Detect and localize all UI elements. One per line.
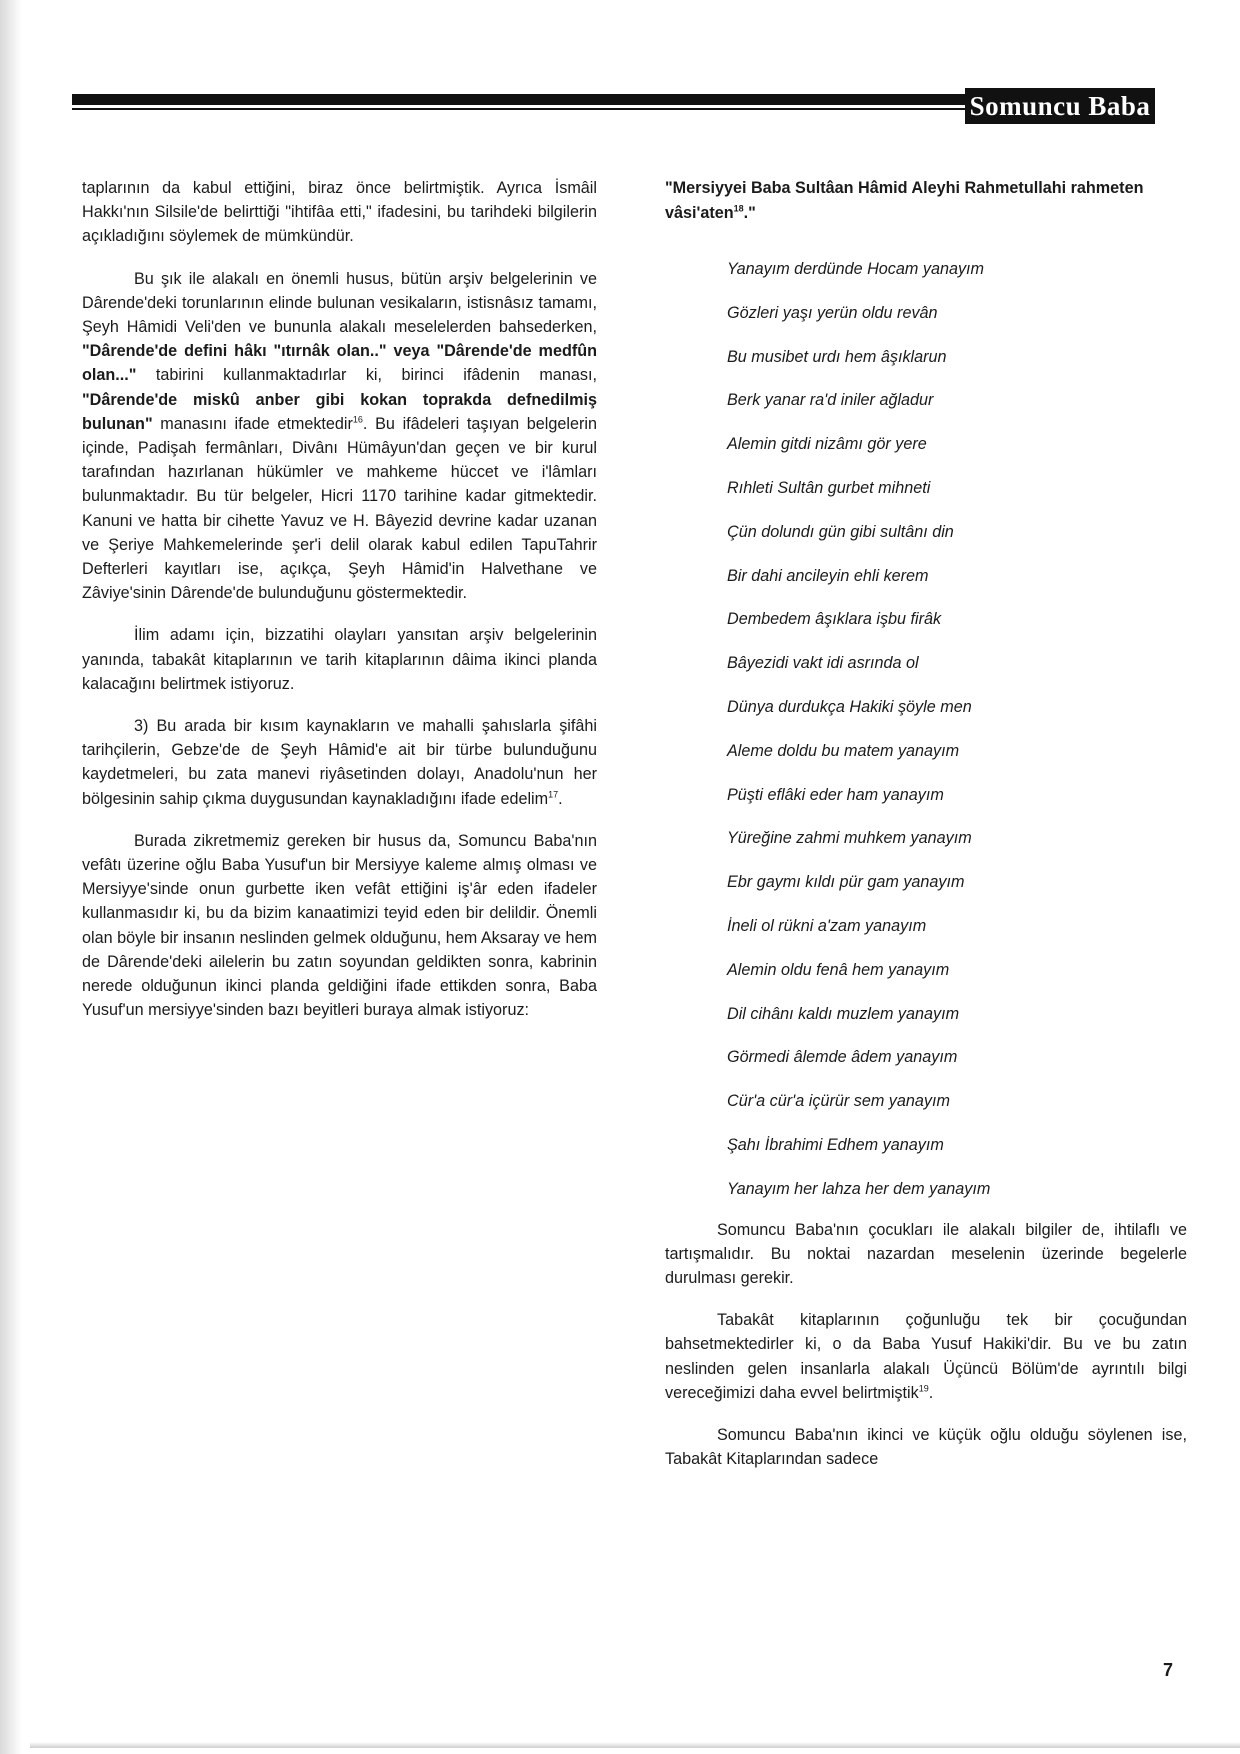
- left-paragraph-5: Burada zikretmemiz gereken bir husus da, Somuncu Baba'nın vefâtı üzerine oğlu Baba Yusuf'un bir Mersiyye kaleme almış olması ve Mersiyye'sinde onun gurbette iken vefât ettiğini iş'âr eden ifadeler kullanmasıdır ki, bu da bizim kanaatimizi teyid eden bir delildir. Önemli olan böyle bir insanın neslinden gelmek olduğunu, hem Aksaray ve hem de Dârende'deki ailelerin bu zatın soyundan geldikten sonra, kabrinin nerede olduğunun ikinci planda geldiğini ifade ettikden sonra, Baba Yusuf'un mersiyye'sinden bazı beyitleri buraya almak istiyoruz:: [82, 831, 597, 1020]
- verse-line: Yüreğine zahmi muhkem yanayım: [727, 829, 972, 848]
- bottom-edge-shadow: [30, 1742, 1240, 1748]
- left-paragraph-4: 3) Bu arada bir kısım kaynakların ve mahalli şahıslarla şifâhi tarihçilerin, Gebze'de de Şeyh Hâmid'e ait bir türbe bulunduğunu kaydetmeleri, bu zata manevi riyâsetinden dolayı, Anadolu'nun her bölgesinin sahip çıkma duygusundan kaynakladığını ifade edelim$^{17}$.: [82, 717, 597, 808]
- verse-line: Aleme doldu bu matem yanayım: [727, 741, 960, 760]
- verse-line: Görmedi âlemde âdem yanayım: [727, 1048, 958, 1067]
- header-rule: [72, 94, 967, 105]
- verse-line: Dünya durdukça Hakiki şöyle men: [727, 697, 972, 716]
- running-header-badge: Somuncu Baba: [965, 88, 1155, 124]
- elegy-title: "Mersiyyei Baba Sultâan Hâmid Aleyhi Rahmetullahi rahmeten vâsi'aten$^{18}$.": [665, 179, 1144, 222]
- verse-line: Yanayım derdünde Hocam yanayım: [727, 260, 985, 278]
- verse-line: Bu musibet urdı hem âşıklarun: [727, 347, 947, 366]
- left-column: [82, 176, 597, 1041]
- verse-line: Dembedem âşıklara işbu firâk: [727, 610, 942, 629]
- verse-line: Berk yanar ra'd iniler ağladur: [727, 391, 934, 410]
- page-left-edge-shadow: [0, 0, 22, 1754]
- bold-quote: "Dârende'de defini hâkı "ıtırnâk olan.." veya "Dârende'de medfûn olan...": [82, 342, 597, 385]
- elegy-verses: [727, 248, 1187, 1212]
- verse-line: Şahı İbrahimi Edhem yanayım: [727, 1135, 944, 1154]
- page-number: 7: [1163, 1660, 1174, 1680]
- footnote-marker: 16: [352, 414, 363, 425]
- left-paragraph-2: Bu şık ile alakalı en önemli husus, bütün arşiv belgelerinin ve Dârende'deki torunlarının elinde bulunan vesikaların, istisnâsız tamamı, Şeyh Hâmidi Veli'den ve bununla alakalı meselelerden bahsederken, "Dârende'de defini hâkı "ıtırnâk olan.." veya "Dârende'de medfûn olan..." tabirini kullanmaktadırlar ki, birinci ifâdenin manası, "Dârende'de miskû anber gibi kokan toprakda defnedilmiş bulunan" manasını ifade etmektedir$^{16}$. Bu ifâdeleri taşıyan belgelerin içinde, Padişah fermânları, Divânı Hümâyun'dan geçen ve bir kurul tarafından hazırlanan hükümler ve mahkeme hüccet ve i'lâmları bulunmaktadır. Bu tür belgeler, Hicri 1170 tarihine kadar gitmektedir. Kanuni ve hatta bir cihette Yavuz ve H. Bâyezid devrine kadar uzanan ve Şeriye Mahkemelerinde şer'i delil olarak kabul edilen TapuTahrir Defterleri kayıtları ise, açıkça, Şeyh Hâmid'in Halvethane ve Zâviye'sinin Dârende'de bulunduğunu göstermektedir.: [82, 269, 597, 603]
- right-column: [665, 176, 1187, 1489]
- footnote-marker: 19: [918, 1383, 929, 1394]
- verse-line: Ebr gaymı kıldı pür gam yanayım: [727, 873, 965, 892]
- verse-line: Alemin oldu fenâ hem yanayım: [727, 960, 950, 979]
- bold-quote: "Dârende'de miskû anber gibi kokan toprakda defnedilmiş bulunan": [82, 390, 597, 433]
- right-paragraph-1: Somuncu Baba'nın çocukları ile alakalı bilgiler de, ihtilaflı ve tartışmalıdır. Bu noktai nazardan meselenin üzerinde begelerle durulması gerekir.: [665, 1220, 1187, 1287]
- verse-line: Gözleri yaşı yerün oldu revân: [727, 303, 938, 322]
- right-paragraph-2: Tabakât kitaplarının çoğunluğu tek bir çocuğundan bahsetmektedirler ki, o da Baba Yusuf Hakiki'dir. Bu ve bu zatın neslinden gelen insanlarla alakalı Üçüncü Bölüm'de ayrıntılı bilgi vereceğimizi daha evvel belirtmiştik$^{19}$.: [665, 1311, 1187, 1402]
- verse-line: Yanayım her lahza her dem yanayım: [727, 1179, 991, 1198]
- header-rule-thin: [72, 108, 967, 110]
- verse-line: Cür'a cür'a içürür sem yanayım: [727, 1092, 950, 1111]
- verse-line: Dil cihânı kaldı muzlem yanayım: [727, 1004, 960, 1023]
- right-paragraph-3: Somuncu Baba'nın ikinci ve küçük oğlu olduğu söylenen ise, Tabakât Kitaplarından sadece: [665, 1425, 1187, 1469]
- left-paragraph-1: taplarının da kabul ettiğini, biraz önce belirtmiştik. Ayrıca İsmâil Hakkı'nın Silsile'de belirttiği "ihtifâa etti," ifadesini, bu tarihdeki bilgilerin açıkladığını söylemek de mümkündür.: [82, 179, 597, 246]
- left-paragraph-3: İlim adamı için, bizzatihi olayları yansıtan arşiv belgelerinin yanında, tabakât kitaplarının ve tarih kitaplarının dâima ikinci planda kalacağını belirtmek istiyoruz.: [82, 626, 597, 693]
- verse-line: Püşti eflâki eder ham yanayım: [727, 785, 944, 804]
- verse-line: İneli ol rükni a'zam yanayım: [727, 916, 927, 935]
- verse-line: Alemin gitdi nizâmı gör yere: [727, 435, 927, 454]
- verse-line: Rıhleti Sultân gurbet mihneti: [727, 478, 931, 497]
- verse-line: Bâyezidi vakt idi asrında ol: [727, 654, 919, 673]
- verse-line: Çün dolundı gün gibi sultânı din: [727, 522, 954, 541]
- footnote-marker: 18: [733, 203, 744, 214]
- footnote-marker: 17: [548, 789, 559, 800]
- verse-line: Bir dahi ancileyin ehli kerem: [727, 566, 929, 585]
